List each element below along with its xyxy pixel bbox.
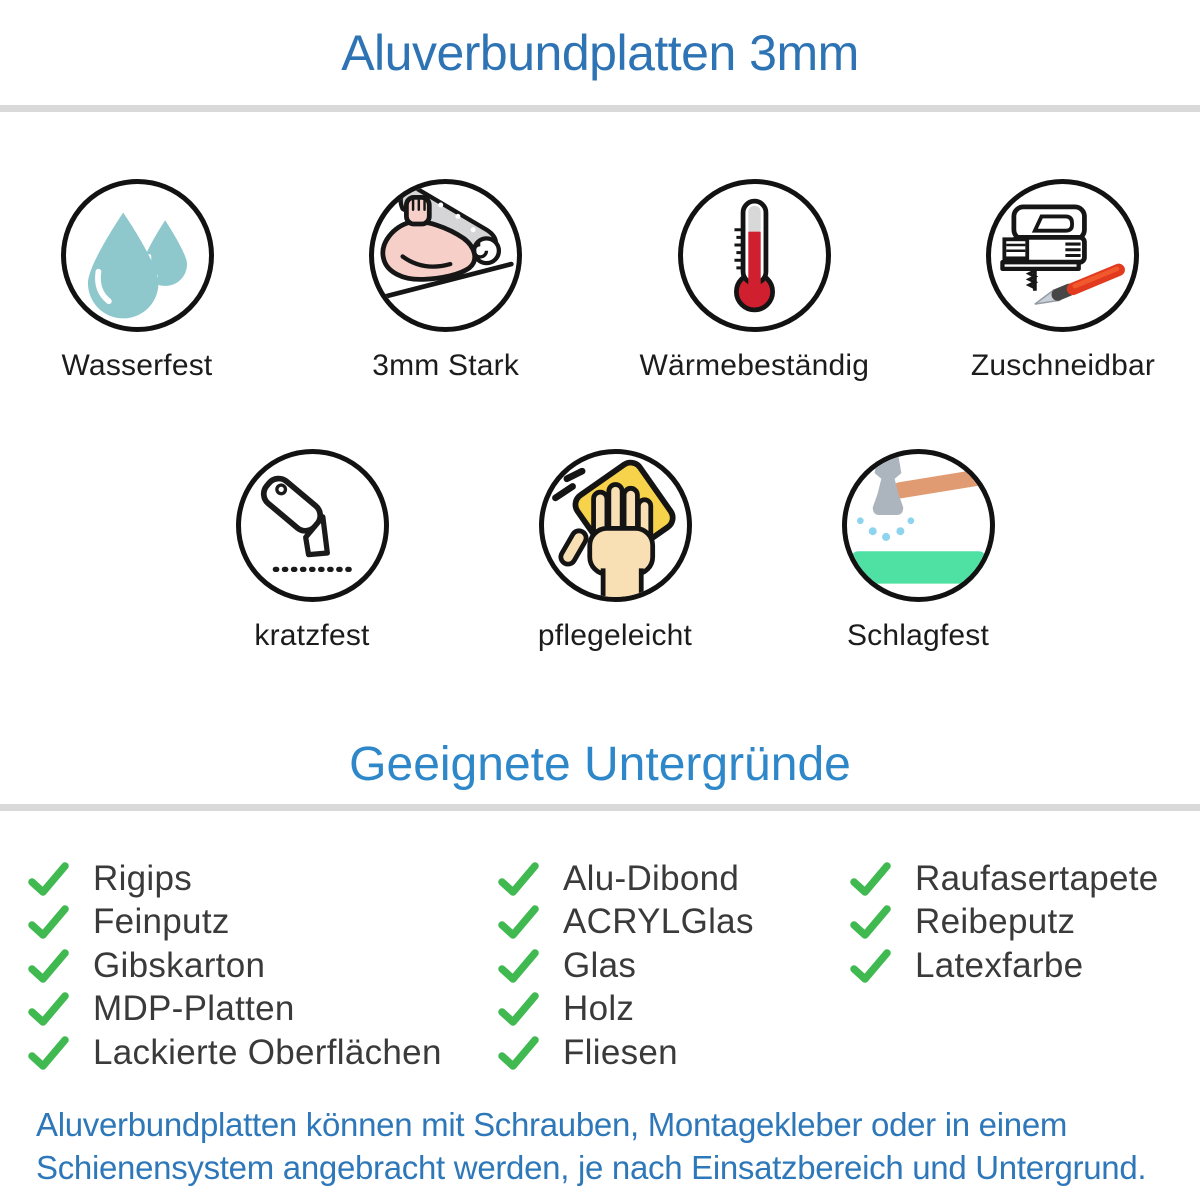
list-item: [28, 1031, 498, 1075]
feature-label: 3mm Stark: [372, 349, 520, 382]
list-item: [850, 901, 1200, 945]
footer-line-2: Schienensystem angebracht werden, je nach Einsatzbereich und Untergrund.: [36, 1148, 1147, 1186]
substrate-label: Fliesen: [563, 1032, 678, 1072]
feature-zuschneidbar: [970, 179, 1156, 383]
check-icon: [28, 1036, 69, 1070]
section-heading: Geeignete Untergründe: [349, 738, 851, 791]
feature-label: Wasserfest: [61, 349, 213, 382]
check-icon: [850, 905, 891, 939]
features-row-2: [0, 449, 1200, 653]
substrate-label: Feinputz: [93, 902, 230, 942]
check-icon: [28, 862, 69, 896]
check-icon: [498, 862, 539, 896]
section-divider: [0, 105, 1200, 112]
hammer-icon: [842, 449, 995, 602]
list-item: [28, 857, 498, 901]
substrate-label: Rigips: [93, 858, 193, 898]
list-item: [498, 944, 850, 988]
utility-knife-icon: [236, 449, 389, 602]
check-icon: [28, 905, 69, 939]
check-icon: [498, 949, 539, 983]
substrates-column-2: [498, 857, 850, 1075]
substrate-label: Latexfarbe: [915, 945, 1084, 985]
list-item: [850, 857, 1200, 901]
section-divider: [0, 804, 1200, 811]
list-item: [498, 857, 850, 901]
list-item: [498, 1031, 850, 1075]
substrates-column-3: [850, 857, 1200, 1075]
footer-line-1: Aluverbundplatten können mit Schrauben, Montagekleber oder in einem: [36, 1105, 1068, 1143]
muscle-icon: [369, 179, 522, 332]
substrate-label: Lackierte Oberflächen: [93, 1032, 442, 1072]
list-item: [850, 944, 1200, 988]
list-item: [498, 901, 850, 945]
list-item: [28, 988, 498, 1032]
footer-note: [0, 1103, 1200, 1189]
list-item: [498, 988, 850, 1032]
feature-label: Zuschneidbar: [970, 349, 1156, 382]
feature-label: Wärmebeständig: [639, 349, 870, 382]
check-icon: [498, 1036, 539, 1070]
check-icon: [28, 949, 69, 983]
feature-label: Schlagfest: [846, 619, 990, 652]
check-icon: [850, 862, 891, 896]
check-icon: [498, 905, 539, 939]
feature-schlagfest: [838, 449, 998, 653]
substrate-label: Reibeputz: [915, 902, 1076, 942]
feature-kratzfest: [232, 449, 392, 653]
jigsaw-icon: [986, 179, 1139, 332]
check-icon: [498, 992, 539, 1026]
substrate-label: ACRYLGlas: [563, 902, 754, 942]
feature-label: kratzfest: [254, 619, 370, 652]
hand-cloth-icon: [539, 449, 692, 602]
list-item: [28, 944, 498, 988]
water-drops-icon: [61, 179, 214, 332]
feature-waermebestaendig: [639, 179, 870, 383]
substrate-label: Holz: [563, 989, 635, 1029]
substrate-label: Gibskarton: [93, 945, 266, 985]
feature-3mm-stark: [366, 179, 526, 383]
list-item: [28, 901, 498, 945]
substrates-list: [0, 857, 1200, 1075]
feature-label: pflegeleicht: [537, 619, 693, 652]
feature-wasserfest: [57, 179, 217, 383]
check-icon: [850, 949, 891, 983]
feature-pflegeleicht: [535, 449, 695, 653]
substrate-label: MDP-Platten: [93, 989, 295, 1029]
substrate-label: Glas: [563, 945, 637, 985]
check-icon: [28, 992, 69, 1026]
features-row-1: [0, 179, 1200, 383]
thermometer-icon: [678, 179, 831, 332]
substrate-label: Alu-Dibond: [563, 858, 740, 898]
substrate-label: Raufasertapete: [915, 858, 1159, 898]
substrates-column-1: [28, 857, 498, 1075]
page-title: Aluverbundplatten 3mm: [341, 25, 859, 81]
